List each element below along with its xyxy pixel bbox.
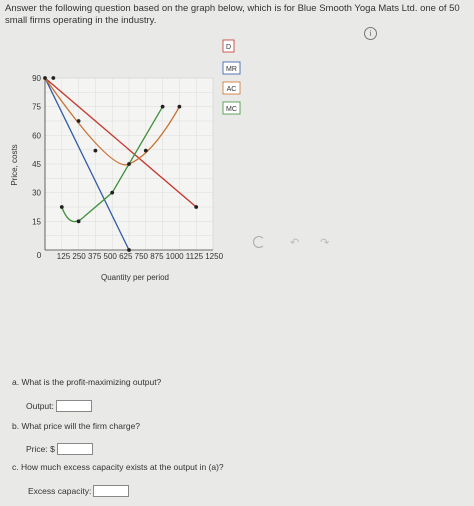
chart-legend — [223, 40, 240, 114]
part-b-question: b. What price will the firm charge? — [12, 421, 141, 431]
excess-capacity-label: Excess capacity: — [28, 486, 92, 496]
data-point — [43, 76, 47, 80]
y-tick-label: 30 — [32, 188, 41, 198]
output-input[interactable] — [56, 400, 92, 412]
data-point — [51, 76, 55, 80]
y-tick-label: 75 — [32, 102, 41, 112]
data-point — [60, 205, 64, 209]
y-tick-label: 15 — [32, 217, 41, 227]
data-point — [77, 119, 81, 123]
y-tick-label: 90 — [32, 74, 41, 83]
part-a-question: a. What is the profit-maximizing output? — [12, 377, 162, 387]
data-point — [110, 191, 114, 195]
output-label: Output: — [26, 401, 54, 411]
legend-label-mr: MR — [226, 66, 237, 73]
redo-icon[interactable]: ↷ — [320, 237, 330, 249]
reset-icon[interactable] — [253, 236, 265, 248]
data-point — [77, 219, 81, 223]
undo-icon[interactable]: ↶ — [290, 237, 300, 249]
data-point — [127, 162, 131, 166]
legend-label-ac: AC — [226, 86, 237, 93]
legend-label-d: D — [225, 44, 232, 51]
x-tick-label-0: 0 — [36, 251, 42, 260]
x-axis-label: Quantity per period — [100, 273, 170, 282]
y-tick-label: 45 — [32, 160, 41, 169]
data-point — [144, 149, 148, 153]
data-point — [178, 105, 182, 109]
excess-capacity-input[interactable] — [93, 485, 129, 497]
part-c-question: c. How much excess capacity exists at the output in (a)? — [12, 462, 224, 472]
part-a-row — [26, 400, 92, 412]
data-point — [94, 149, 98, 153]
part-c-row — [28, 485, 129, 497]
y-tick-label: 60 — [32, 131, 41, 141]
x-tick-labels: 125 250 375 500 625 750 875 1000 1125 1250 — [56, 252, 224, 261]
question-text: Answer the following question based on the graph below, which is for Blue Smooth Yoga Mats Ltd. one of 50 small firms operating in the industry. — [5, 3, 460, 26]
legend-label-mc: MC — [226, 106, 237, 113]
price-label: Price: $ — [26, 444, 55, 454]
y-axis-label: Price, costs — [10, 144, 19, 186]
price-input[interactable] — [57, 443, 93, 455]
info-icon[interactable]: i — [364, 27, 377, 40]
data-point — [194, 205, 198, 209]
data-point — [161, 105, 165, 109]
part-b-row — [26, 443, 93, 455]
